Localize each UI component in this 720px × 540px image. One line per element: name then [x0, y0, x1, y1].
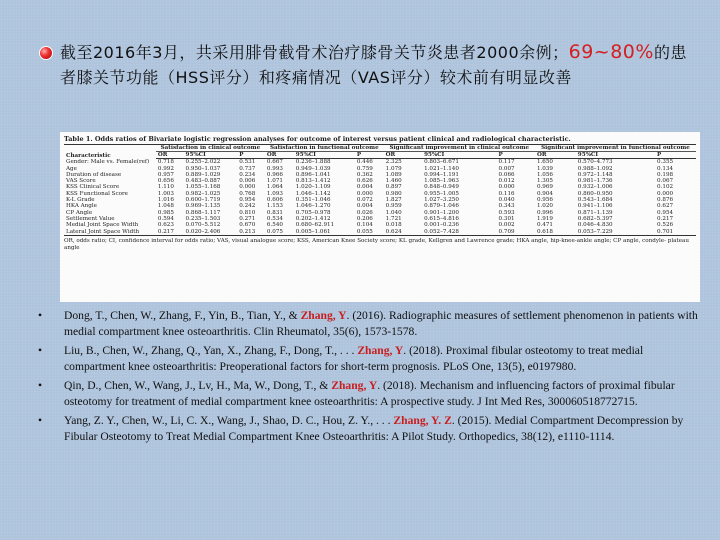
- table-cell: 0.242: [239, 203, 256, 210]
- table-row-label: HKA Angle: [66, 203, 97, 210]
- table-cell: 0.075: [265, 229, 294, 236]
- table-row-label: Medial Joint Space Width: [66, 222, 139, 229]
- table-cell: 0.053–7.229: [576, 229, 655, 236]
- table-cell: 0.117: [498, 159, 515, 166]
- table-cell: 0.116: [498, 190, 515, 197]
- reference-text: Yang, Z. Y., Chen, W., Li, C. X., Wang, J., Shao, D. C., Hou, Z. Y., . . .: [64, 414, 394, 427]
- table-row-label: VAS Score: [66, 178, 96, 185]
- table-cell: 0.055: [355, 229, 384, 236]
- table-cell: 0.052–7.428: [422, 229, 496, 236]
- table-cell: 0.831: [266, 209, 283, 216]
- table-cell: 0.618: [535, 229, 576, 236]
- table-cell: 1.039: [536, 165, 553, 172]
- table-subheader: 95%CI: [184, 152, 238, 159]
- table-cell: 0.351–1.046: [295, 197, 331, 204]
- table-cell: 0.969–1.135: [185, 203, 221, 210]
- reference-text: Dong, T., Chen, W., Zhang, F., Yin, B., Tian, Y., &: [64, 309, 301, 322]
- table-group-header: Significant improvement in functional outcome: [535, 145, 696, 152]
- table-cell: 0.001–0.236: [424, 222, 459, 229]
- table-cell: 0.236–1.888: [295, 159, 331, 166]
- reference-highlight-author: Zhang, Y: [300, 309, 347, 322]
- table-cell: 0.810: [239, 209, 256, 216]
- table-cell: 0.102: [657, 184, 674, 191]
- table-cell: 0.446: [356, 159, 373, 166]
- table-subheader: 95%CI: [422, 152, 496, 159]
- reference-highlight-author: Zhang, Y: [357, 344, 404, 357]
- reference-text: Liu, B., Chen, W., Zhang, Q., Yan, X., Zhang, F., Dong, T., . . .: [64, 344, 358, 357]
- table-cell: 1.721: [385, 215, 402, 222]
- table-cell: 0.626: [356, 178, 373, 185]
- table-subheader: OR: [265, 152, 294, 159]
- table-cell: 1.919: [536, 215, 553, 222]
- table-cell: 0.709: [497, 229, 535, 236]
- table-cell: 1.020–1.109: [295, 184, 331, 191]
- table-cell: 0.471: [536, 222, 553, 229]
- table-cell: 0.020–2.406: [184, 229, 238, 236]
- table-cell: 0.600–1.719: [185, 197, 221, 204]
- odds-ratio-table: [64, 144, 696, 236]
- reference-item: [38, 343, 702, 375]
- reference-text: . (2015). Medial Compartment Decompression by Fibular Osteotomy to Treat Medial Compartment Knee Osteoarthritis: A Pilot Study. Orthopedics, 38(12), e1110-1114.: [64, 414, 684, 443]
- reference-bullet: •: [38, 309, 43, 322]
- table-cell: 0.002: [498, 222, 515, 229]
- table-row-label: CP Angle: [66, 209, 93, 216]
- reference-bullet: •: [38, 344, 43, 357]
- table-row-label: KSS Functional Score: [66, 190, 128, 197]
- table-cell: 1.079: [385, 165, 402, 172]
- table-cell: 0.235–1.503: [185, 215, 221, 222]
- table-subheader: P: [497, 152, 535, 159]
- table-cell: 1.305: [536, 178, 553, 185]
- table-cell: 1.064: [266, 184, 283, 191]
- table-cell: 0.932–1.006: [577, 184, 613, 191]
- table-row-label: Gender: Male vs. Female(ref): [66, 159, 150, 166]
- table-cell: 0.627: [657, 203, 674, 210]
- table-cell: 0.004: [356, 184, 373, 191]
- table-row-label: Age: [66, 165, 77, 172]
- table-cell: 0.217: [156, 229, 184, 236]
- table-subheader: P: [355, 152, 384, 159]
- table-cell: 0.768: [239, 190, 256, 197]
- table-cell: 0.072: [356, 197, 373, 204]
- table-cell: 0.705–0.978: [295, 209, 331, 216]
- table-cell: 0.301: [498, 215, 515, 222]
- table-cell: 2.325: [385, 159, 402, 166]
- table-cell: 0.941–1.106: [577, 203, 613, 210]
- table-row-label: KSS Clinical Score: [66, 184, 120, 191]
- table-cell: 0.670: [239, 222, 256, 229]
- table-cell: 0.271: [239, 215, 256, 222]
- reference-bullet: •: [38, 414, 43, 427]
- table-subheader: OR: [535, 152, 576, 159]
- table-row: [64, 159, 696, 166]
- table-cell: 0.198: [657, 171, 674, 178]
- table-cell: 1.016: [157, 197, 174, 204]
- table-cell: 0.066: [498, 171, 515, 178]
- reference-highlight-author: Zhang, Y: [331, 379, 378, 392]
- headline-text-part1: 截至2016年3月，共采用腓骨截骨术治疗膝骨关节炎患者2000余例；: [60, 43, 569, 62]
- table-cell: 1.153: [266, 203, 283, 210]
- table-cell: 0.860–0.950: [577, 190, 613, 197]
- table-cell: 0.004: [356, 203, 373, 210]
- table-cell: 0.046–4.830: [577, 222, 613, 229]
- table-cell: 0.018: [385, 222, 402, 229]
- table-cell: 1.460: [385, 178, 402, 185]
- table-cell: 0.954: [657, 209, 674, 216]
- table-cell: 0.534: [266, 215, 283, 222]
- table-cell: 1.003: [157, 190, 174, 197]
- table-cell: 0.994–1.191: [424, 171, 459, 178]
- table-cell: 0.897: [385, 184, 402, 191]
- table-subheader: P: [655, 152, 696, 159]
- table-row-label: Settlement Value: [66, 215, 115, 222]
- table-cell: 1.046–1.142: [295, 190, 331, 197]
- table-row-label: Duration of disease: [66, 171, 122, 178]
- table-row-label: K-L Grade: [66, 197, 95, 204]
- table-subheader: 95%CI: [294, 152, 355, 159]
- table-cell: 0.217: [657, 215, 674, 222]
- table-cell: 0.966: [266, 171, 283, 178]
- table-cell: 0.896–1.041: [295, 171, 331, 178]
- table-cell: 0.006: [239, 178, 256, 185]
- reference-item: [38, 378, 702, 410]
- table-cell: 0.202–1.412: [295, 215, 331, 222]
- table-cell: 0.993: [266, 165, 283, 172]
- table-cell: 0.701: [655, 229, 696, 236]
- table-cell: 0.718: [157, 159, 174, 166]
- table-cell: 0.981–1.736: [577, 178, 613, 185]
- table-cell: 6.540: [266, 222, 283, 229]
- table-cell: 1.085–1.963: [424, 178, 459, 185]
- table-group-header: Satisfaction in clinical outcome: [156, 145, 265, 152]
- table-cell: 0.000: [356, 190, 373, 197]
- table-cell: 1.027–3.250: [424, 197, 459, 204]
- table-cell: 1.055–1.168: [185, 184, 221, 191]
- table-cell: 0.070–5.512: [185, 222, 221, 229]
- table-cell: 0.543–1.684: [577, 197, 613, 204]
- table-cell: 0.623: [157, 222, 174, 229]
- table-cell: 0.957: [157, 171, 174, 178]
- table-title: Table 1. Odds ratios of Bivariate logistic regression analyses for outcome of interest versus patient clinical and radiological characteristic.: [64, 135, 571, 143]
- table-cell: 0.656: [157, 178, 174, 185]
- table-cell: 1.827: [385, 197, 402, 204]
- reference-item: [38, 308, 702, 340]
- table-cell: 0.904: [536, 190, 553, 197]
- table-cell: 0.594: [157, 215, 174, 222]
- table-cell: 0.012: [498, 178, 515, 185]
- table-cell: 0.969: [536, 184, 553, 191]
- table-cell: 1.093: [266, 190, 283, 197]
- table-cell: 0.040: [498, 197, 515, 204]
- reference-text: Qin, D., Chen, W., Wang, J., Lv, H., Ma, W., Dong, T., &: [64, 379, 332, 392]
- table-cell: 0.134: [657, 165, 674, 172]
- table-cell: 0.343: [498, 203, 515, 210]
- table-cell: 0.956: [536, 197, 553, 204]
- table-cell: 0.526: [657, 222, 674, 229]
- table-cell: 0.985: [157, 209, 174, 216]
- table-cell: 1.040: [385, 209, 402, 216]
- table-cell: 1.089: [385, 171, 402, 178]
- table-cell: 0.680–62.911: [295, 222, 335, 229]
- table-cell: 0.737: [239, 165, 256, 172]
- table-cell: 0.972–1.148: [577, 171, 613, 178]
- table-group-header: Characteristic: [64, 145, 156, 159]
- table-cell: 0.362: [356, 171, 373, 178]
- table-cell: 0.996: [536, 209, 553, 216]
- table-cell: 0.848–0.949: [424, 184, 459, 191]
- table-cell: 0.667: [266, 159, 283, 166]
- table-cell: 0.813–1.412: [295, 178, 331, 185]
- table-cell: 0.803–6.671: [424, 159, 459, 166]
- table-cell: 1.048: [157, 203, 174, 210]
- table-cell: 0.950–1.037: [185, 165, 221, 172]
- table-cell: 0.955–1.005: [424, 190, 459, 197]
- table-cell: 0.606: [266, 197, 283, 204]
- table-cell: 0.876: [657, 197, 674, 204]
- table-cell: 0.871–1.139: [577, 209, 613, 216]
- table-cell: 1.020: [536, 203, 553, 210]
- headline-highlight-percent: 69~80%: [568, 41, 654, 63]
- table-row-label: Lateral Joint Space Width: [64, 229, 156, 236]
- table-cell: 0.000: [498, 184, 515, 191]
- table-cell: 0.868–1.117: [185, 209, 221, 216]
- table-cell: 0.213: [237, 229, 265, 236]
- table-cell: 0.682–5.397: [577, 215, 613, 222]
- table-footnote: OR, odds ratio; CI, confidence interval for odds ratio; VAS, visual analogue score; KSS, American Knee Society score; KL grade, Kellgren and Lawrence grade; HKA angle, hip-knee-ankle angle; CP angle, condyle- plateau angle: [64, 237, 689, 251]
- table-cell: 0.355: [657, 159, 674, 166]
- table-cell: 0.531: [239, 159, 256, 166]
- table-cell: 0.483–0.887: [185, 178, 221, 185]
- table-cell: 0.104: [356, 222, 373, 229]
- table-cell: 1.071: [266, 178, 283, 185]
- table-cell: 0.901–1.200: [424, 209, 459, 216]
- table-row: [64, 229, 696, 236]
- table-cell: 0.889–1.029: [185, 171, 221, 178]
- table-cell: 0.959: [385, 203, 402, 210]
- reference-list: [38, 308, 702, 448]
- table-cell: 1.110: [157, 184, 174, 191]
- table-cell: 0.980: [385, 190, 402, 197]
- table-cell: 0.949–1.039: [295, 165, 331, 172]
- table-cell: 0.234: [239, 171, 256, 178]
- reference-text: . (2016). Radiographic measures of settlement phenomenon in patients with medial compartment knee osteoarthritis. Clin Rheumatol, 35(6), 1573-1578.: [64, 309, 698, 338]
- reference-text: . (2018). Mechanism and influencing factors of proximal fibular osteotomy for treatment of medial compartment knee osteoarthritis: A prospective study. J Int Med Res, 300060518772715.: [64, 379, 675, 408]
- table-cell: 0.624: [384, 229, 422, 236]
- table-cell: 0.954: [239, 197, 256, 204]
- reference-bullet: •: [38, 379, 43, 392]
- headline-bullet: [60, 40, 700, 90]
- table-cell: 0.615–4.816: [424, 215, 459, 222]
- reference-text: . (2018). Proximal fibular osteotomy to treat medial compartment knee osteoarthritis: Preoperational factors for short-term prognosis. PLoS One, 13(5), e0197980.: [64, 344, 644, 373]
- table-cell: 0.067: [657, 178, 674, 185]
- table-cell: 1.650: [536, 159, 553, 166]
- table-cell: 0.255–2.022: [185, 159, 221, 166]
- table-cell: 0.879–1.046: [424, 203, 459, 210]
- table-cell: 0.026: [356, 209, 373, 216]
- bullet-dot-icon: [40, 47, 52, 59]
- table-cell: 1.021–1.140: [424, 165, 459, 172]
- table-group-header: Significant improvement in clinical outcome: [384, 145, 535, 152]
- headline-text-part2: 的患者膝关节功能（HSS评分）和疼痛情况（VAS评分）较术前有明显改善: [60, 43, 687, 87]
- table-cell: 1.046–1.270: [295, 203, 331, 210]
- table-cell: 0.005–1.061: [294, 229, 355, 236]
- table-cell: 0.992: [157, 165, 174, 172]
- table-cell: 0.000: [657, 190, 674, 197]
- table-cell: 0.007: [498, 165, 515, 172]
- table-subheader: OR: [156, 152, 184, 159]
- table-cell: 0.570–4.773: [577, 159, 613, 166]
- table-subheader: 95%CI: [576, 152, 655, 159]
- table-cell: 0.593: [498, 209, 515, 216]
- table-subheader: OR: [384, 152, 422, 159]
- table-cell: 0.000: [239, 184, 256, 191]
- table-group-header: Satisfaction in functional outcome: [265, 145, 384, 152]
- table-cell: 1.056: [536, 171, 553, 178]
- table-cell: 0.982–1.025: [185, 190, 221, 197]
- reference-highlight-author: Zhang, Y. Z: [393, 414, 452, 427]
- reference-item: [38, 413, 702, 445]
- table-subheader: P: [237, 152, 265, 159]
- table-cell: 0.759: [356, 165, 373, 172]
- odds-ratio-table-image: [60, 132, 700, 302]
- table-cell: 0.988–1.092: [577, 165, 613, 172]
- table-cell: 0.206: [356, 215, 373, 222]
